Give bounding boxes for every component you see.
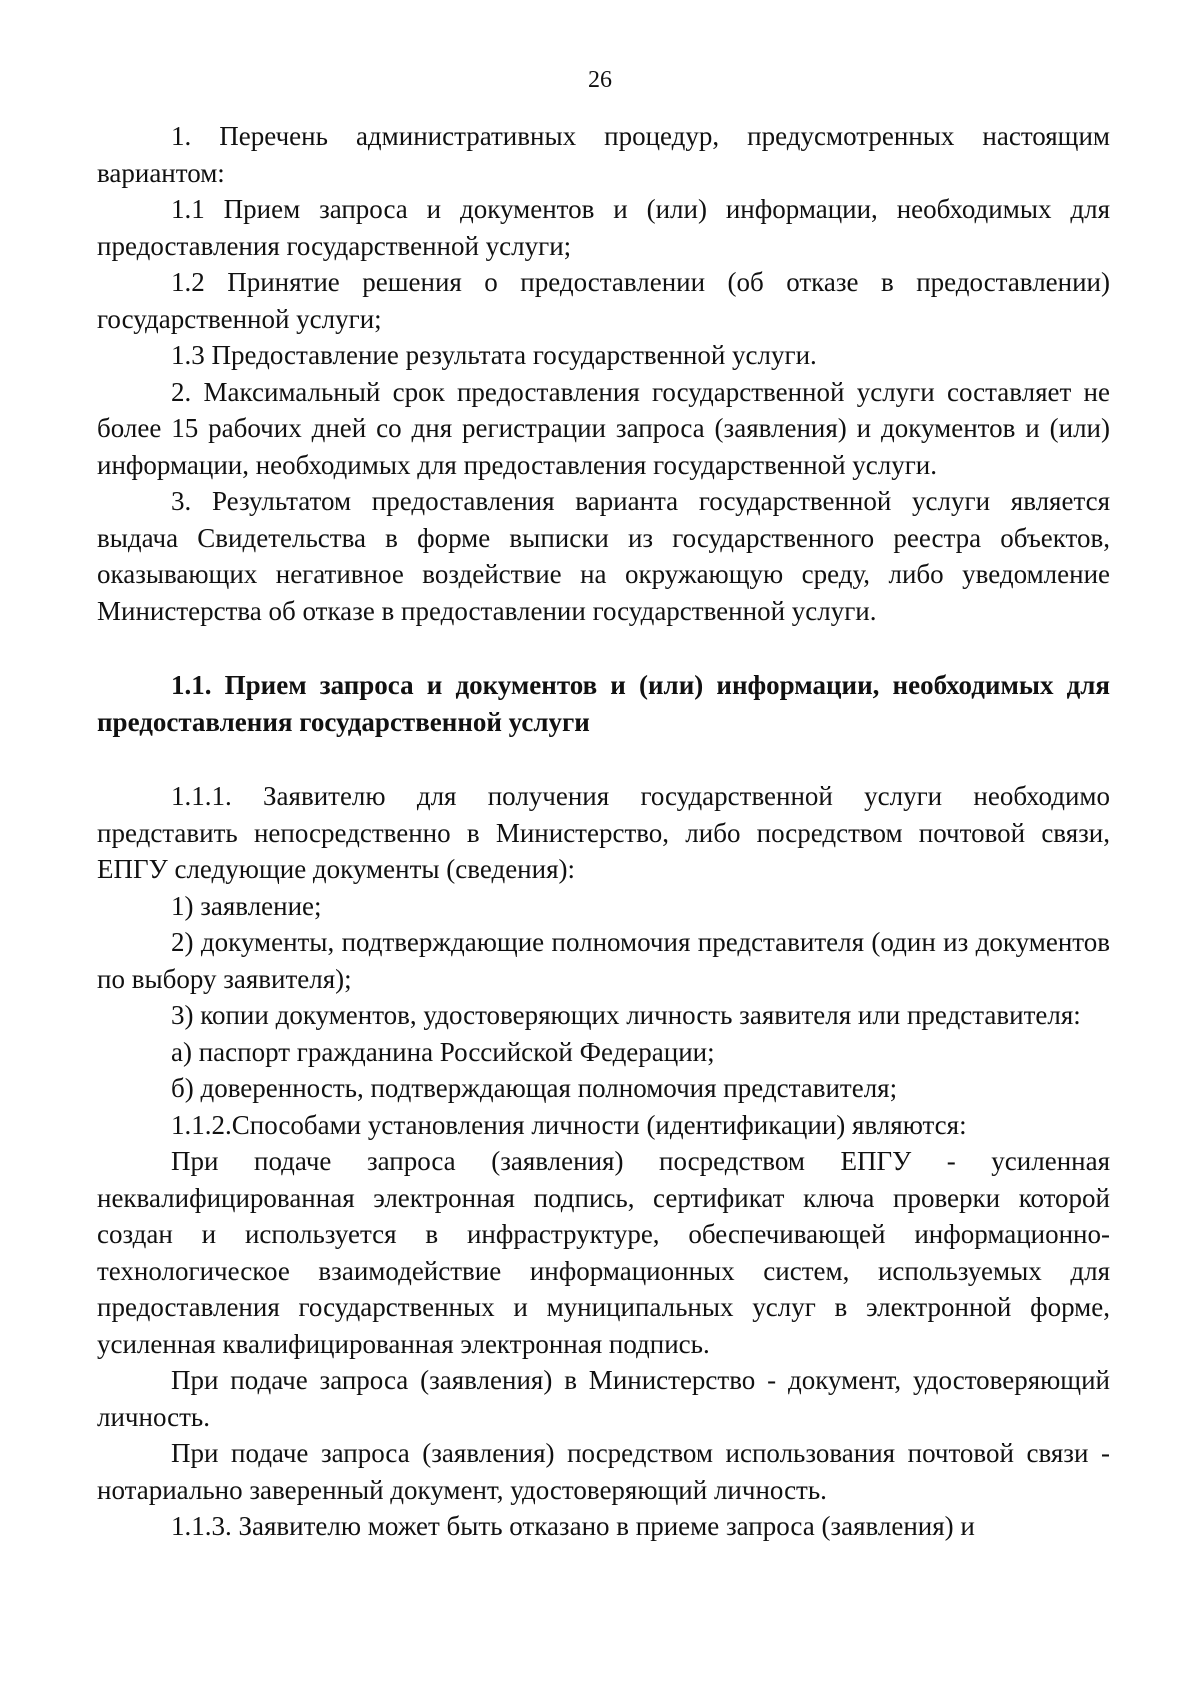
paragraph-1-1-2: 1.1.2.Способами установления личности (идентификации) являются: (171, 1109, 967, 1140)
list-item-power-of-attorney: б) доверенность, подтверждающая полномочия представителя; (171, 1073, 898, 1103)
paragraph-1-1: 1.1 Прием запроса и документов и (или) информации, необходимых для предоставления государственной услуги; (97, 194, 1110, 261)
paragraph-1-2: 1.2 Принятие решения о предоставлении (об отказе в предоставлении) государственной услуги; (97, 267, 1110, 334)
list-item-identity-copies: 3) копии документов, удостоверяющих личность заявителя или представителя: (171, 1000, 1081, 1030)
paragraph-post-identification: При подаче запроса (заявления) посредством использования почтовой связи - нотариально заверенный документ, удостоверяющий личность. (97, 1438, 1110, 1505)
page-number: 26 (588, 67, 612, 93)
paragraph-epgu-identification: При подаче запроса (заявления) посредством ЕПГУ - усиленная неквалифицированная электронная подпись, сертификат ключа проверки которой создан и используется в инфраструктуре, обеспечивающей информационно-технологическое взаимодействие информационных систем, используемых для предоставления государственных и муниципальных услуг в электронной форме, усиленная квалифицированная электронная подпись. (97, 1146, 1110, 1359)
paragraph-result: 3. Результатом предоставления варианта государственной услуги является выдача Свидетельства в форме выписки из государственного реестра объектов, оказывающих негативное воздействие на окружающую среду, либо уведомление Министерства об отказе в предоставлении государственной услуги. (97, 486, 1110, 626)
list-item-application: 1) заявление; (171, 890, 322, 921)
paragraph-ministry-identification: При подаче запроса (заявления) в Министерство - документ, удостоверяющий личность. (97, 1365, 1110, 1432)
list-item-authority-docs: 2) документы, подтверждающие полномочия представителя (один из документов по выбору заявителя); (97, 927, 1110, 994)
paragraph-procedures-list: 1. Перечень административных процедур, предусмотренных настоящим вариантом: (97, 121, 1110, 188)
list-item-passport: а) паспорт гражданина Российской Федерации; (171, 1036, 715, 1067)
paragraph-max-term: 2. Максимальный срок предоставления государственной услуги составляет не более 15 рабочих дней со дня регистрации запроса (заявления) и документов и (или) информации, необходимых для предоставления государственной услуги. (97, 376, 1110, 480)
document-body (97, 118, 1110, 1545)
section-heading: 1.1. Прием запроса и документов и (или) информации, необходимых для предоставления государственной услуги (97, 670, 1110, 737)
paragraph-1-1-3: 1.1.3. Заявителю может быть отказано в приеме запроса (заявления) и (171, 1511, 975, 1541)
paragraph-1-3: 1.3 Предоставление результата государственной услуги. (171, 340, 817, 370)
paragraph-1-1-1: 1.1.1. Заявителю для получения государственной услуги необходимо представить непосредственно в Министерство, либо посредством почтовой связи, ЕПГУ следующие документы (сведения): (97, 781, 1110, 884)
